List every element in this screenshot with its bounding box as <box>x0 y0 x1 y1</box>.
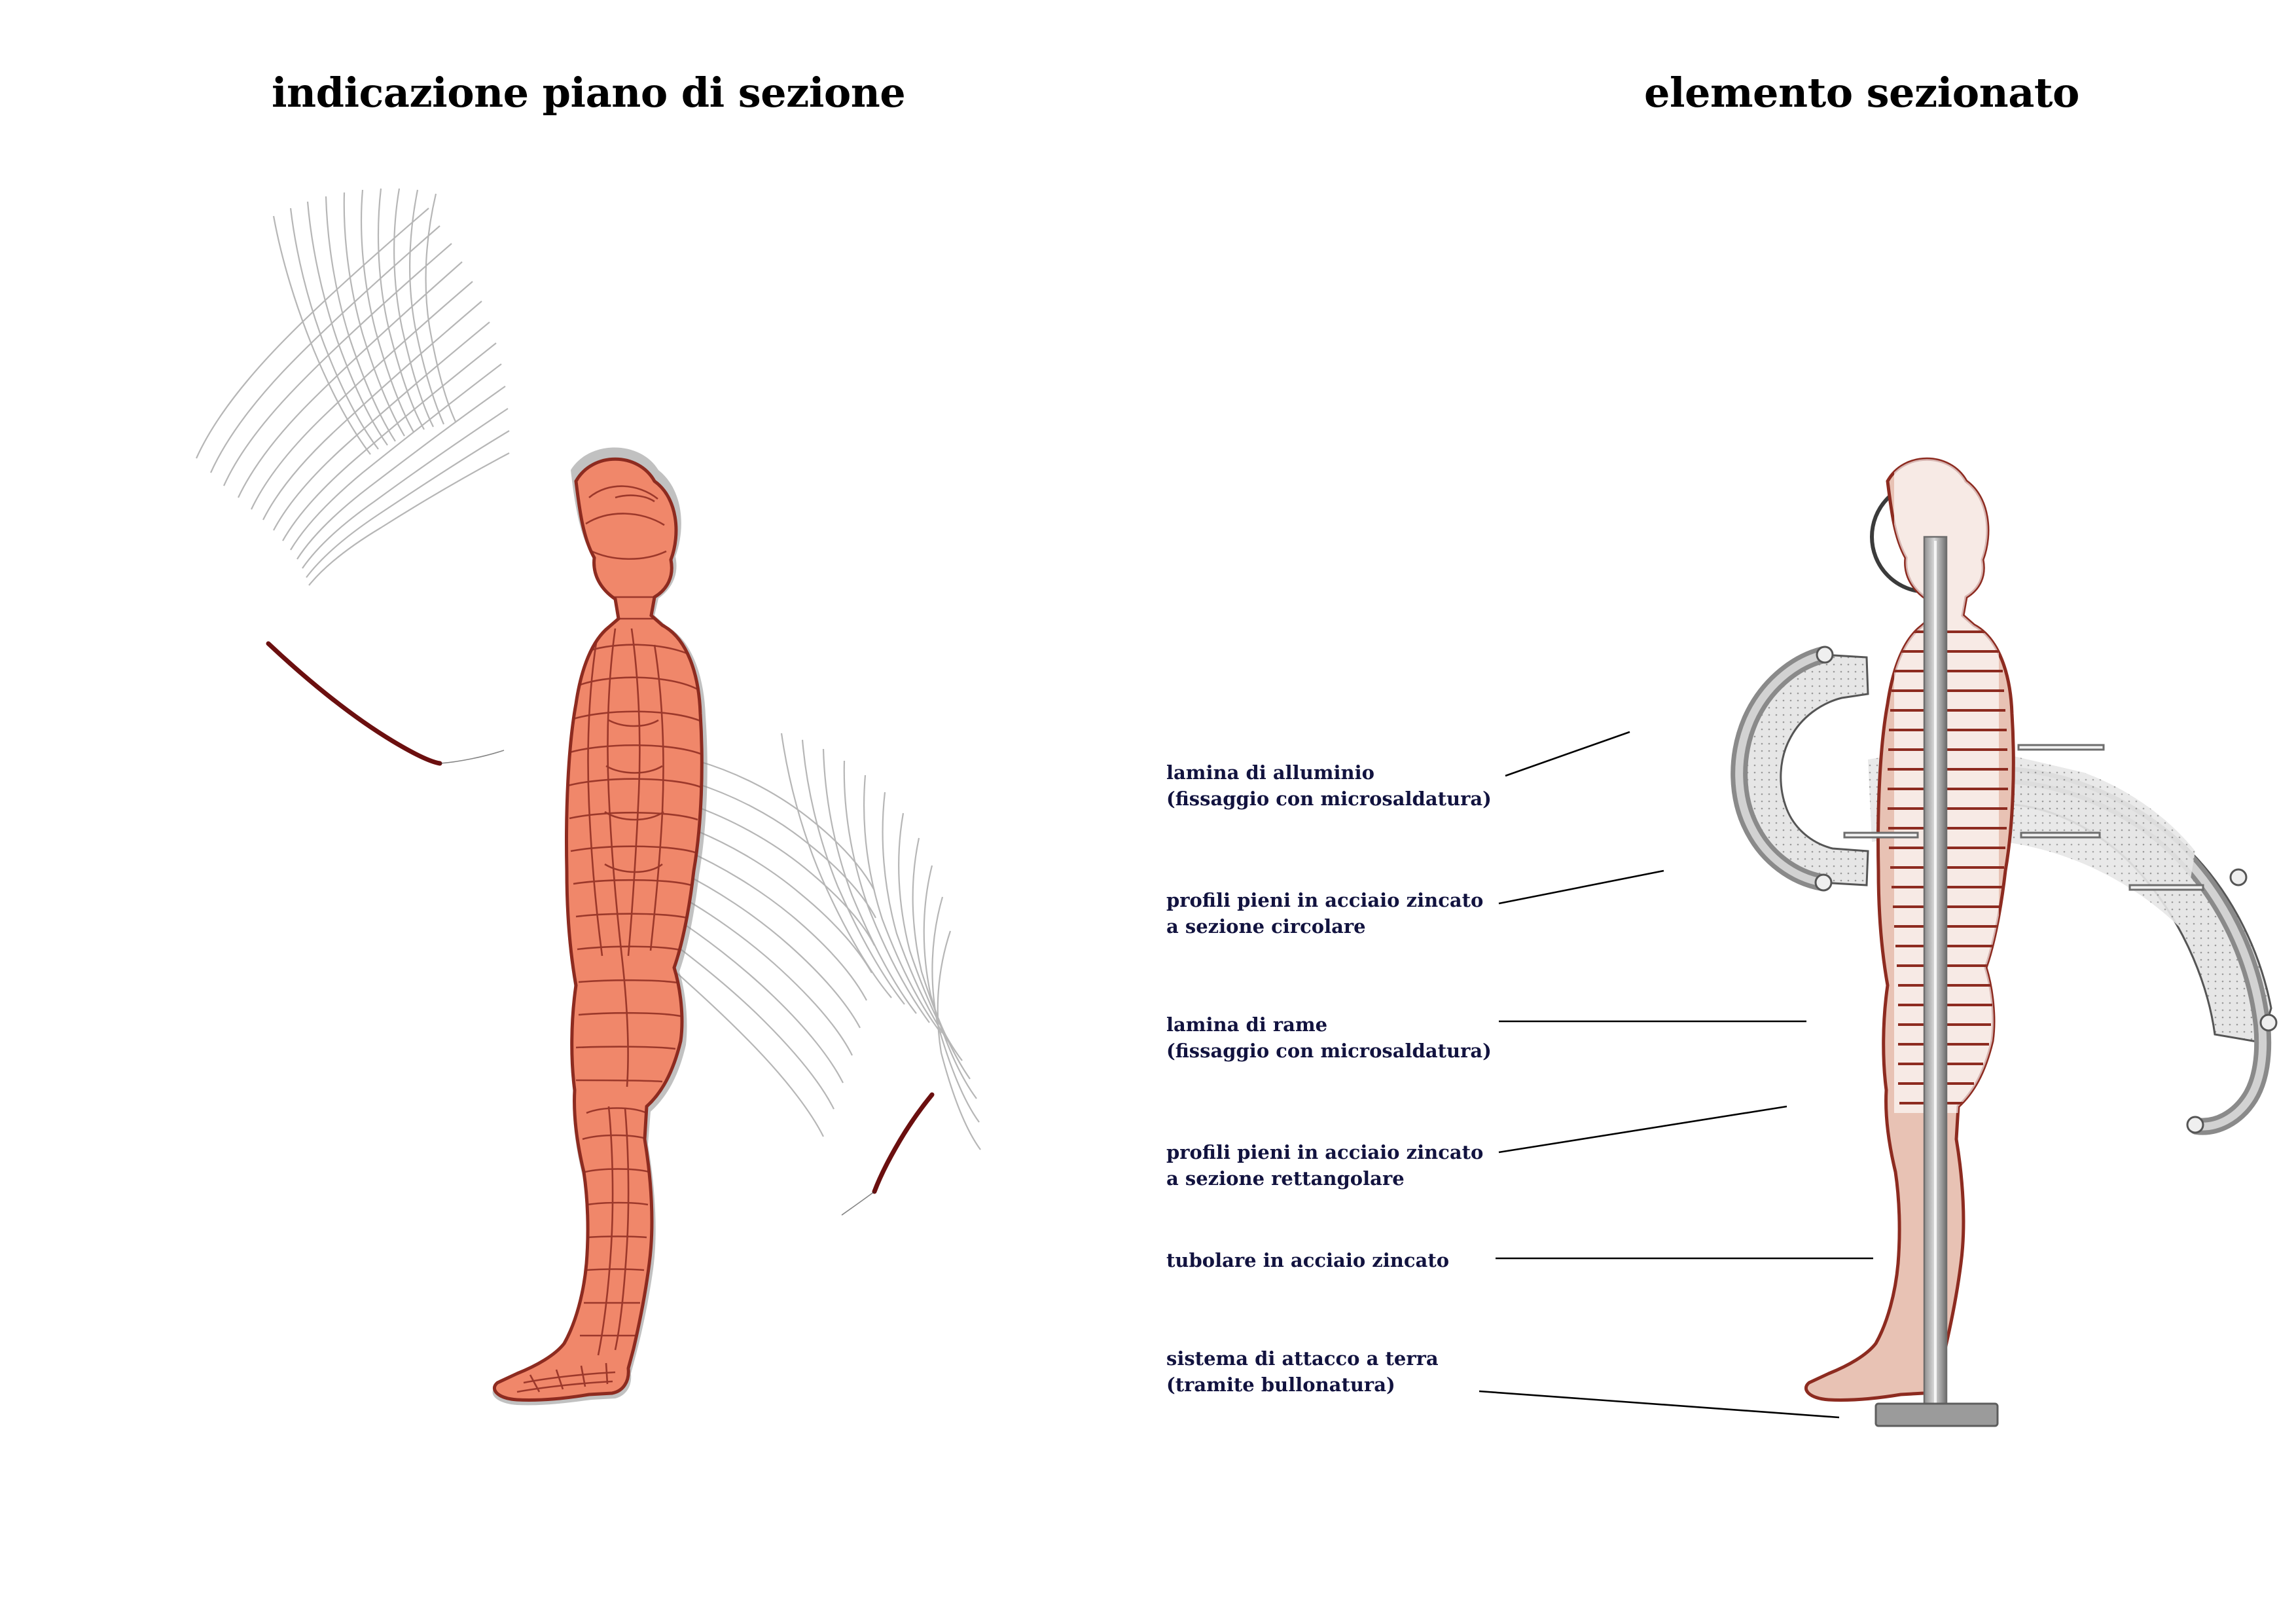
body-section-hatch <box>1888 458 2008 1113</box>
callout-line-1: sistema di attacco a terra <box>1166 1347 1439 1370</box>
callout-line-2: a sezione rettangolare <box>1166 1167 1405 1190</box>
callout-tubolare <box>1166 1247 1449 1273</box>
callout-line-2: (fissaggio con microsaldatura) <box>1166 1040 1492 1062</box>
callout-profili-rettangolari <box>1166 1139 1483 1192</box>
callout-line-1: lamina di alluminio <box>1166 761 1374 784</box>
panel-title-left: indicazione piano di sezione <box>272 69 906 117</box>
callout-line-2: (tramite bullonatura) <box>1166 1374 1395 1396</box>
callout-profili-circolari <box>1166 887 1483 939</box>
callout-lamina-rame <box>1166 1012 1492 1064</box>
panel-title-right: elemento sezionato <box>1644 69 2079 117</box>
ground-attachment-plate <box>1876 1404 1998 1426</box>
callout-line-2: a sezione circolare <box>1166 915 1366 938</box>
callout-line-2: (fissaggio con microsaldatura) <box>1166 788 1492 810</box>
joint-node-1 <box>1817 647 1833 663</box>
joint-node-2 <box>1816 875 1831 890</box>
callout-line-1: tubolare in acciaio zincato <box>1166 1249 1450 1271</box>
hair-lines-lower <box>665 733 980 1150</box>
joint-node-5 <box>2231 869 2246 885</box>
callout-line-1: lamina di rame <box>1166 1013 1328 1036</box>
callout-leader-lines <box>1479 732 1873 1417</box>
joint-node-4 <box>2187 1117 2203 1133</box>
section-plane-trace-upper <box>268 644 440 763</box>
callout-attacco-terra <box>1166 1345 1439 1398</box>
joint-node-6 <box>2261 1015 2276 1030</box>
section-plane-trace-lower <box>874 1095 932 1192</box>
callout-line-1: profili pieni in acciaio zincato <box>1166 889 1484 911</box>
callout-line-1: profili pieni in acciaio zincato <box>1166 1141 1484 1163</box>
hair-lines-upper <box>196 189 509 585</box>
callout-lamina-alluminio <box>1166 759 1492 812</box>
